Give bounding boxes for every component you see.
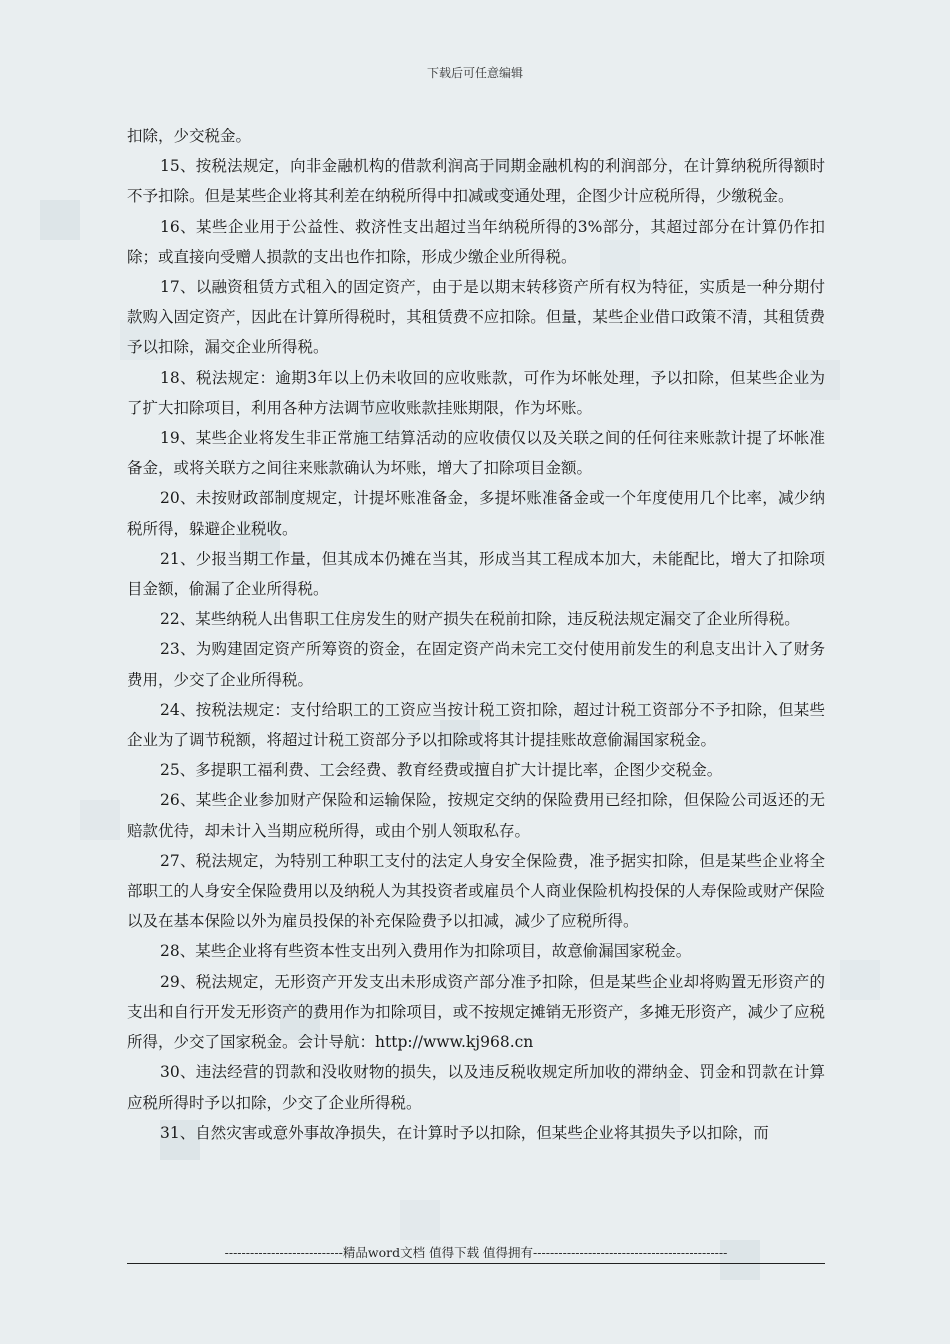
paragraph: 扣除，少交税金。	[127, 127, 252, 145]
paragraph: 17、以融资租赁方式租入的固定资产，由于是以期末转移资产所有权为特征，实质是一种分期付款购入固定资产，因此在计算所得税时，其租赁费不应扣除。但量，某些企业借口政策不清，其租赁费予以扣除，漏交企业所得税。	[127, 278, 825, 357]
document-body	[127, 121, 825, 1148]
paragraph: 16、某些企业用于公益性、救济性支出超过当年纳税所得的3%部分，其超过部分在计算仍作扣除；或直接向受赠人损款的支出也作扣除，形成少缴企业所得税。	[127, 217, 825, 266]
paragraph: 29、税法规定，无形资产开发支出未形成资产部分准予扣除，但是某些企业却将购置无形资产的支出和自行开发无形资产的费用作为扣除项目，或不按规定摊销无形资产，多摊无形资产，减少了应税所得，少交了国家税金。会计导航：http://www.kj968.cn	[127, 972, 825, 1052]
paragraph: 15、按税法规定，向非金融机构的借款利润高于同期金融机构的利润部分，在计算纳税所得额时不予扣除。但是某些企业将其利差在纳税所得中扣减或变通处理，企图少计应税所得，少缴税金。	[127, 157, 825, 206]
paragraph: 21、少报当期工作量，但其成本仍摊在当其，形成当其工程成本加大，未能配比，增大了扣除项目金额，偷漏了企业所得税。	[127, 549, 825, 599]
paragraph: 22、某些纳税人出售职工住房发生的财产损失在税前扣除，违反税法规定漏交了企业所得税。	[160, 610, 800, 629]
paragraph: 19、某些企业将发生非正常施工结算活动的应收债仅以及关联之间的任何往来账款计提了坏帐准备金，或将关联方之间往来账款确认为坏账，增大了扣除项目金额。	[127, 429, 825, 478]
paragraph: 28、某些企业将有些资本性支出列入费用作为扣除项目，故意偷漏国家税金。	[160, 942, 692, 961]
paragraph: 31、自然灾害或意外事故净损失，在计算时予以扣除，但某些企业将其损失予以扣除，而	[160, 1123, 769, 1142]
page-header: 下载后可任意编辑	[426, 66, 523, 80]
page-footer: ----------------------------精品word文档 值得下载 值得拥有----------------------------------------------	[224, 1245, 728, 1260]
footer-rule	[127, 1263, 825, 1264]
paragraph: 23、为购建固定资产所筹资的资金，在固定资产尚未完工交付使用前发生的利息支出计入了财务费用，少交了企业所得税。	[127, 640, 825, 689]
paragraph: 26、某些企业参加财产保险和运输保险，按规定交纳的保险费用已经扣除，但保险公司返还的无赔款优待，却未计入当期应税所得，或由个别人领取私存。	[127, 791, 825, 840]
paragraph: 20、未按财政部制度规定，计提坏账准备金，多提坏账准备金或一个年度使用几个比率，减少纳税所得，躲避企业税收。	[127, 489, 825, 538]
paragraph: 27、税法规定，为特别工种职工支付的法定人身安全保险费，准予据实扣除，但是某些企业将全部职工的人身安全保险费用以及纳税人为其投资者或雇员个人商业保险机构投保的人寿保险或财产保险以及在基本保险以外为雇员投保的补充保险费予以扣减，减少了应税所得。	[127, 851, 825, 931]
paragraph: 18、税法规定：逾期3年以上仍未收回的应收账款，可作为坏帐处理，予以扣除，但某些企业为了扩大扣除项目，利用各种方法调节应收账款挂账期限，作为坏账。	[127, 368, 825, 417]
paragraph: 24、按税法规定：支付给职工的工资应当按计税工资扣除，超过计税工资部分不予扣除，但某些企业为了调节税额，将超过计税工资部分予以扣除或将其计提挂账故意偷漏国家税金。	[127, 700, 825, 750]
paragraph: 25、多提职工福利费、工会经费、教育经费或擅自扩大计提比率，企图少交税金。	[160, 761, 723, 780]
paragraph: 30、违法经营的罚款和没收财物的损失，以及违反税收规定所加收的滞纳金、罚金和罚款在计算应税所得时予以扣除，少交了企业所得税。	[127, 1063, 825, 1112]
